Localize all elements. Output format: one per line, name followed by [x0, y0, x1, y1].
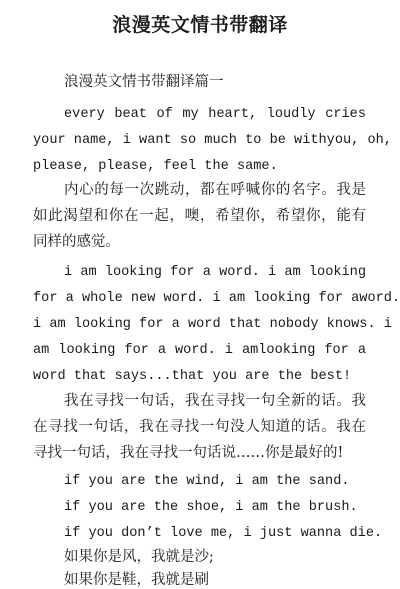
- paragraph-line: 内心的每一次跳动，都在呼喊你的名字。我是: [64, 182, 366, 198]
- section-heading: 浪漫英文情书带翻译篇一: [64, 74, 224, 90]
- paragraph-line: 在寻找一句话，我在寻找一句没人知道的话。我在: [33, 419, 366, 435]
- paragraph-line: 我在寻找一句话，我在寻找一句全新的话。我: [64, 393, 366, 409]
- paragraph-line: your name, i want so much to be withyou, oh,: [33, 133, 392, 148]
- paragraph-line: 如此渴望和你在一起，噢，希望你，希望你，能有: [33, 208, 366, 224]
- paragraph-line: every beat of my heart, loudly cries: [64, 107, 366, 122]
- paragraph-line: 如果你是风，我就是沙;: [64, 549, 214, 565]
- document-title: 浪漫英文情书带翻译: [112, 14, 288, 36]
- paragraph-line: if you are the wind, i am the sand.: [64, 474, 350, 489]
- paragraph-line: 寻找一句话，我在寻找一句话说……你是最好的!: [33, 445, 344, 461]
- paragraph-line: if you are the shoe, i am the brush.: [64, 500, 358, 515]
- paragraph-line: am looking for a word. i amlooking for a: [33, 343, 366, 358]
- paragraph-line: please, please, feel the same.: [33, 159, 278, 174]
- paragraph-line: word that says...that you are the best!: [33, 369, 352, 384]
- paragraph-line: for a whole new word. i am looking for aword.: [33, 291, 400, 306]
- paragraph-line: 如果你是鞋，我就是刷: [64, 572, 209, 588]
- paragraph-line: 同样的感觉。: [33, 234, 120, 250]
- paragraph-line: if you don’t love me, i just wanna die.: [64, 526, 383, 541]
- paragraph-line: i am looking for a word. i am looking: [64, 265, 366, 280]
- paragraph-line: i am looking for a word that nobody knows. i: [33, 317, 392, 332]
